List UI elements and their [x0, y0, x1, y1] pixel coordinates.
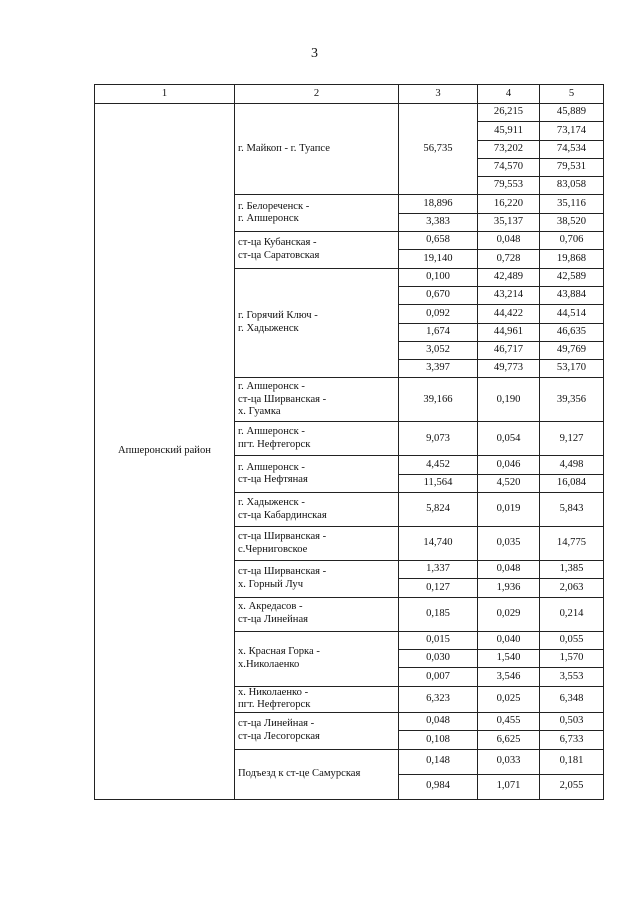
route-name-cell — [235, 597, 399, 631]
route-name: г. Апшеронск - пгт. Нефтегорск — [238, 426, 311, 450]
value-cell-col5: 5,843 — [540, 493, 604, 527]
value-cell-col5: 73,174 — [540, 122, 604, 140]
value-cell-col4: 16,220 — [478, 195, 540, 213]
value-cell-col4: 1,936 — [478, 579, 540, 597]
value-cell-col3: 0,007 — [399, 668, 478, 686]
value-cell-col5: 0,706 — [540, 232, 604, 250]
value-cell-col5: 42,589 — [540, 268, 604, 286]
value-cell-col5: 2,063 — [540, 579, 604, 597]
value-cell-col5: 0,503 — [540, 712, 604, 730]
header-cell: 5 — [540, 85, 604, 104]
value-cell-col5: 39,356 — [540, 378, 604, 422]
value-cell-col4: 0,040 — [478, 631, 540, 649]
value-cell-col5: 2,055 — [540, 774, 604, 799]
route-name: г. Белореченск - г. Апшеронск — [238, 200, 310, 225]
value-cell-col3: 39,166 — [399, 378, 478, 422]
value-cell-col4: 0,029 — [478, 597, 540, 631]
value-cell-col5: 46,635 — [540, 323, 604, 341]
value-cell-col3: 0,092 — [399, 305, 478, 323]
value-cell-col5: 45,889 — [540, 104, 604, 122]
value-cell-col3: 3,052 — [399, 341, 478, 359]
header-cell: 3 — [399, 85, 478, 104]
route-name-cell — [235, 631, 399, 686]
value-cell-col4: 0,190 — [478, 378, 540, 422]
route-name-cell — [235, 527, 399, 561]
value-cell-col4: 6,625 — [478, 731, 540, 749]
route-name: х. Красная Горка - х.Николаенко — [238, 645, 320, 670]
value-cell-col4: 44,961 — [478, 323, 540, 341]
value-cell-col3: 5,824 — [399, 493, 478, 527]
value-cell-col3: 0,048 — [399, 712, 478, 730]
value-cell-col5: 74,534 — [540, 140, 604, 158]
data-table — [94, 84, 604, 800]
value-cell-col4: 0,046 — [478, 456, 540, 474]
value-cell-col4: 0,728 — [478, 250, 540, 268]
value-cell-col3: 3,383 — [399, 213, 478, 231]
value-cell-col5: 3,553 — [540, 668, 604, 686]
value-cell-col4: 26,215 — [478, 104, 540, 122]
route-name: ст-ца Кубанская - ст-ца Саратовская — [238, 237, 320, 261]
header-row — [95, 85, 604, 104]
value-cell-col3: 0,108 — [399, 731, 478, 749]
header-cell: 2 — [235, 85, 399, 104]
value-cell-col4: 0,048 — [478, 561, 540, 579]
value-cell-col5: 35,116 — [540, 195, 604, 213]
value-cell-col4: 79,553 — [478, 177, 540, 195]
value-cell-col5: 43,884 — [540, 286, 604, 304]
route-name: х. Николаенко - пгт. Нефтегорск — [238, 686, 311, 711]
value-cell-col3: 0,127 — [399, 579, 478, 597]
value-cell-col5: 4,498 — [540, 456, 604, 474]
route-name: г. Апшеронск - ст-ца Ширванская - х. Гуамка — [238, 380, 327, 418]
route-name-cell — [235, 456, 399, 493]
table-row — [95, 104, 604, 122]
value-cell-col5: 49,769 — [540, 341, 604, 359]
value-cell-col4: 0,035 — [478, 527, 540, 561]
value-cell-col5: 0,181 — [540, 749, 604, 774]
value-cell-col4: 3,546 — [478, 668, 540, 686]
value-cell-col4: 46,717 — [478, 341, 540, 359]
value-cell-col3: 18,896 — [399, 195, 478, 213]
value-cell-col4: 45,911 — [478, 122, 540, 140]
value-cell-col5: 1,385 — [540, 561, 604, 579]
value-cell-col4: 0,054 — [478, 422, 540, 456]
page-number: 3 — [311, 46, 318, 61]
value-cell-col5: 9,127 — [540, 422, 604, 456]
value-cell-col5: 0,214 — [540, 597, 604, 631]
route-name: Подъезд к ст-це Самурская — [238, 767, 361, 779]
value-cell-col5: 19,868 — [540, 250, 604, 268]
value-cell-col5: 38,520 — [540, 213, 604, 231]
value-cell-col4: 49,773 — [478, 360, 540, 378]
value-cell-col3: 4,452 — [399, 456, 478, 474]
route-name: г. Хадыженск - ст-ца Кабардинская — [238, 496, 327, 521]
value-cell-col4: 4,520 — [478, 474, 540, 492]
value-cell-col5: 14,775 — [540, 527, 604, 561]
value-cell-col3: 0,100 — [399, 268, 478, 286]
value-cell-col4: 73,202 — [478, 140, 540, 158]
value-cell-col4: 1,071 — [478, 774, 540, 799]
value-cell-col3: 19,140 — [399, 250, 478, 268]
value-cell-col4: 0,019 — [478, 493, 540, 527]
district-cell: Апшеронский район — [95, 104, 235, 800]
value-cell-col5: 6,733 — [540, 731, 604, 749]
value-cell-col3: 0,015 — [399, 631, 478, 649]
value-cell-col5: 44,514 — [540, 305, 604, 323]
value-cell-col5: 16,084 — [540, 474, 604, 492]
route-name-cell — [235, 195, 399, 232]
route-name: ст-ца Ширванская - х. Горный Луч — [238, 566, 327, 590]
value-cell-col4: 35,137 — [478, 213, 540, 231]
table-body — [95, 85, 604, 800]
value-cell-col4: 43,214 — [478, 286, 540, 304]
value-cell-col3: 0,185 — [399, 597, 478, 631]
value-cell-col3: 9,073 — [399, 422, 478, 456]
value-cell-col4: 44,422 — [478, 305, 540, 323]
value-cell-col3: 1,674 — [399, 323, 478, 341]
route-name-cell — [235, 422, 399, 456]
route-name-cell — [235, 232, 399, 269]
route-name-cell — [235, 712, 399, 749]
value-cell-col3: 0,658 — [399, 232, 478, 250]
header-cell: 1 — [95, 85, 235, 104]
route-name-cell — [235, 104, 399, 195]
route-name-cell — [235, 561, 399, 598]
route-name: ст-ца Линейная - ст-ца Лесогорская — [238, 718, 320, 742]
value-cell-col4: 74,570 — [478, 158, 540, 176]
route-name: г. Майкоп - г. Туапсе — [238, 142, 330, 154]
route-name: ст-ца Ширванская - с.Черниговское — [238, 530, 327, 555]
value-cell-col3: 56,735 — [399, 104, 478, 195]
value-cell-col5: 1,570 — [540, 649, 604, 667]
route-name-cell — [235, 686, 399, 712]
route-name-cell — [235, 268, 399, 378]
value-cell-col3: 3,397 — [399, 360, 478, 378]
value-cell-col4: 0,455 — [478, 712, 540, 730]
value-cell-col3: 0,670 — [399, 286, 478, 304]
value-cell-col4: 0,048 — [478, 232, 540, 250]
value-cell-col3: 14,740 — [399, 527, 478, 561]
value-cell-col3: 0,030 — [399, 649, 478, 667]
value-cell-col5: 53,170 — [540, 360, 604, 378]
value-cell-col3: 0,148 — [399, 749, 478, 774]
value-cell-col5: 79,531 — [540, 158, 604, 176]
route-name-cell — [235, 493, 399, 527]
value-cell-col3: 6,323 — [399, 686, 478, 712]
route-name-cell — [235, 378, 399, 422]
value-cell-col5: 6,348 — [540, 686, 604, 712]
value-cell-col4: 0,025 — [478, 686, 540, 712]
value-cell-col3: 11,564 — [399, 474, 478, 492]
route-name: г. Апшеронск - ст-ца Нефтяная — [238, 461, 308, 486]
route-name: х. Акредасов - ст-ца Линейная — [238, 601, 309, 626]
value-cell-col5: 0,055 — [540, 631, 604, 649]
route-name-cell — [235, 749, 399, 799]
route-name: г. Горячий Ключ - г. Хадыженск — [238, 310, 318, 335]
header-cell: 4 — [478, 85, 540, 104]
value-cell-col4: 42,489 — [478, 268, 540, 286]
value-cell-col3: 0,984 — [399, 774, 478, 799]
value-cell-col4: 0,033 — [478, 749, 540, 774]
value-cell-col5: 83,058 — [540, 177, 604, 195]
value-cell-col3: 1,337 — [399, 561, 478, 579]
value-cell-col4: 1,540 — [478, 649, 540, 667]
